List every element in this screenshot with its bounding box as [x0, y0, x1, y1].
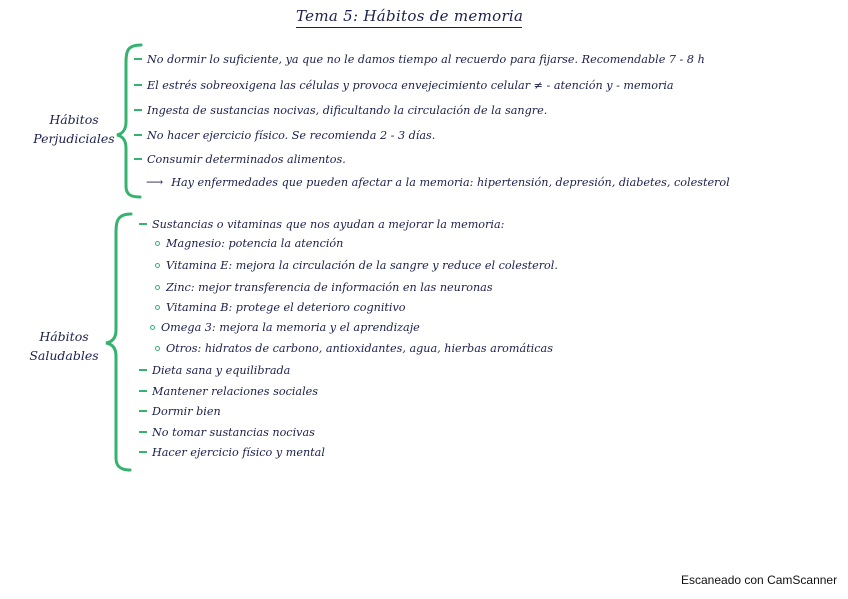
sub-list-item: [155, 280, 493, 296]
item-text: Dieta sana y equilibrada: [152, 364, 291, 377]
bullet-dash: [139, 451, 147, 453]
item-text: Ingesta de sustancias nocivas, dificultando la circulación de la sangre.: [147, 104, 548, 117]
list-item: [134, 152, 346, 168]
list-item: [139, 425, 315, 441]
bullet-dot: [150, 325, 155, 330]
sub-list-item: [150, 320, 420, 336]
sub-list-item: [155, 300, 406, 316]
item-text: Hay enfermedades que pueden afectar a la memoria: hipertensión, depresión, diabetes, colesterol: [171, 176, 730, 189]
item-text: Omega 3: mejora la memoria y el aprendizaje: [161, 321, 420, 334]
list-item: [134, 128, 435, 144]
item-text: Sustancias o vitaminas que nos ayudan a mejorar la memoria:: [152, 218, 505, 231]
item-text: No tomar sustancias nocivas: [152, 426, 315, 439]
list-item: [139, 217, 504, 233]
item-text: Hacer ejercicio físico y mental: [152, 446, 325, 459]
bullet-dot: [155, 241, 160, 246]
label-line-1: Hábitos: [49, 112, 99, 127]
list-item: [139, 445, 325, 461]
brace-saludables: [106, 214, 131, 470]
bullet-dash: [134, 109, 142, 111]
label-line-1: Hábitos: [39, 329, 89, 344]
list-item: [139, 404, 221, 420]
label-line-2: Saludables: [29, 348, 99, 363]
list-item: [139, 384, 318, 400]
scanner-watermark: Escaneado con CamScanner: [681, 573, 838, 587]
item-text: Mantener relaciones sociales: [152, 385, 319, 398]
section-label-saludables: [24, 327, 104, 365]
item-text: Consumir determinados alimentos.: [147, 153, 346, 166]
sub-list-item: [155, 341, 553, 357]
sub-list-item: [155, 258, 558, 274]
bullet-dash: [134, 58, 142, 60]
bullet-dash: [139, 410, 147, 412]
bullet-dot: [155, 346, 160, 351]
item-text: No hacer ejercicio físico. Se recomienda 2 - 3 días.: [147, 129, 436, 142]
page-title: Tema 5: Hábitos de memoria: [296, 7, 524, 25]
item-text: Otros: hidratos de carbono, antioxidantes, agua, hierbas aromáticas: [166, 342, 553, 355]
sub-list-item: [155, 236, 343, 252]
bullet-dash: [139, 369, 147, 371]
item-text: Dormir bien: [152, 405, 221, 418]
bullet-dash: [134, 158, 142, 160]
bullet-dot: [155, 305, 160, 310]
item-text: El estrés sobreoxigena las células y provoca envejecimiento celular ≠ - atención y - memoria: [147, 79, 674, 92]
list-item: [134, 52, 705, 68]
list-item: [139, 363, 290, 379]
item-text: Magnesio: potencia la atención: [166, 237, 344, 250]
list-item: [134, 103, 547, 119]
bullet-dash: [134, 134, 142, 136]
label-line-2: Perjudiciales: [33, 131, 115, 146]
item-text: Zinc: mejor transferencia de información en las neuronas: [166, 281, 493, 294]
section-label-perjudiciales: [24, 110, 124, 148]
item-text: Vitamina B: protege el deterioro cognitivo: [166, 301, 406, 314]
list-item: [134, 78, 674, 94]
item-text: No dormir lo suficiente, ya que no le damos tiempo al recuerdo para fijarse. Recomendable 7 - 8 h: [147, 53, 705, 66]
item-text: Vitamina E: mejora la circulación de la sangre y reduce el colesterol.: [166, 259, 558, 272]
bullet-dash: [139, 223, 147, 225]
arrow-right-icon: ⟶: [146, 175, 164, 189]
bullet-dash: [139, 390, 147, 392]
bullet-dash: [139, 431, 147, 433]
bullet-dash: [134, 84, 142, 86]
bullet-dot: [155, 263, 160, 268]
arrow-item: [146, 174, 730, 191]
bullet-dot: [155, 285, 160, 290]
